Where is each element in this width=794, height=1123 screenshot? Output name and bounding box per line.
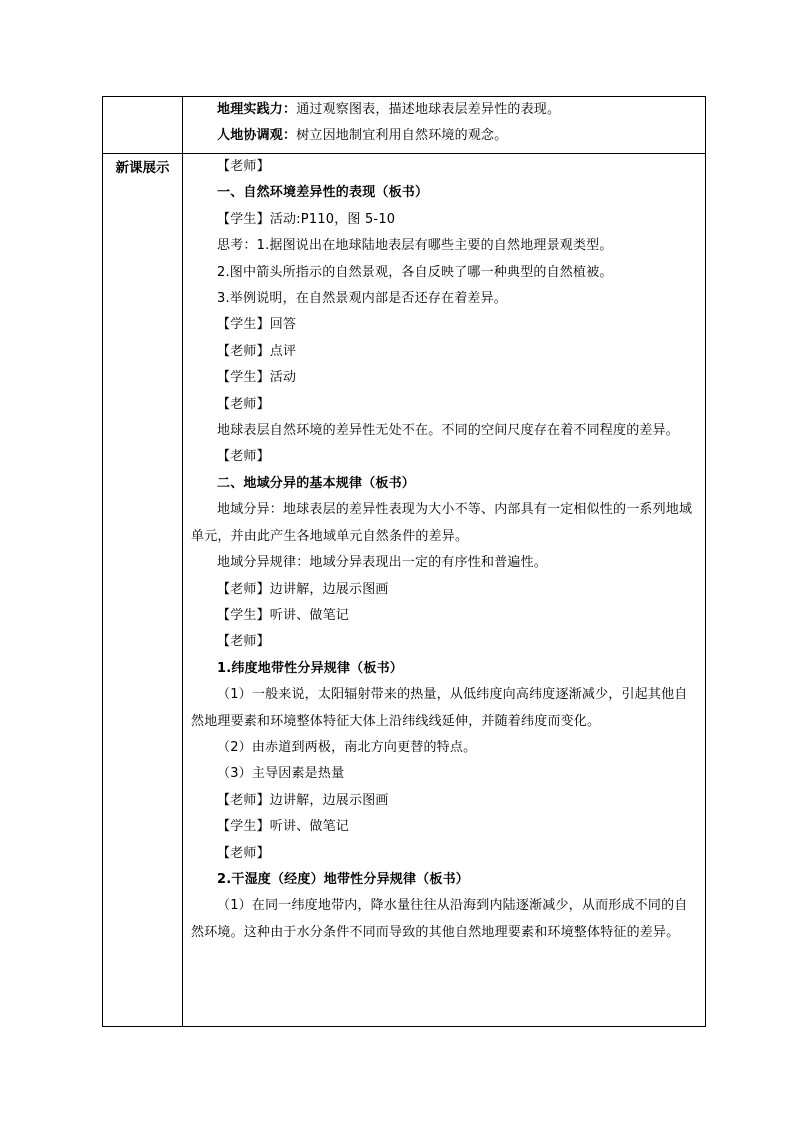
teacher-tag-2: 【老师】 — [217, 396, 270, 412]
student-notes: 【学生】听讲、做笔记 — [217, 607, 350, 623]
latitude-point-2: （2）由赤道到两极，南北方向更替的特点。 — [217, 739, 477, 755]
row-label-cell — [103, 154, 183, 1027]
subheading-latitude: 1.纬度地带性分异规律（板书） — [217, 660, 403, 676]
table-row-objectives — [103, 97, 706, 154]
row-label-text — [103, 97, 182, 98]
section-heading-2: 二、地域分异的基本规律（板书） — [217, 475, 416, 491]
section-heading-1: 一、自然环境差异性的表现（板书） — [217, 185, 429, 201]
teacher-tag-5: 【老师】 — [217, 845, 270, 861]
paragraph-difference: 地球表层自然环境的差异性无处不在。不同的空间尺度存在着不同程度的差异。 — [217, 423, 680, 439]
student-activity-2: 【学生】活动 — [217, 370, 297, 386]
think-question-3: 3.举例说明，在自然景观内部是否还存在着差异。 — [217, 291, 508, 307]
teacher-comment: 【老师】点评 — [217, 343, 297, 359]
teacher-tag: 【老师】 — [217, 159, 270, 174]
objective-harmony-term: 人地协调观： — [217, 128, 297, 144]
teacher-explain-2: 【老师】边讲解，边展示图画 — [217, 792, 389, 808]
teacher-tag-3: 【老师】 — [217, 449, 270, 465]
row-label-empty — [103, 97, 183, 154]
row-label-new-lesson: 新课展示 — [115, 160, 170, 176]
objective-practice-term: 地理实践力： — [217, 102, 297, 117]
objective-harmony — [191, 123, 699, 149]
subheading-longitude: 2.干湿度（经度）地带性分异规律（板书） — [217, 871, 469, 887]
objectives-content — [183, 97, 706, 154]
latitude-point-3: （3）主导因素是热量 — [217, 766, 345, 782]
lesson-content — [183, 154, 706, 1027]
paragraph-longitude-1: （1）在同一纬度地带内，降水量往往从沿海到内陆逐渐减少，从而形成不同的自然环境。这种由于水分条件不同而导致的其他自然地理要素和环境整体特征的差异。 — [191, 898, 688, 940]
student-answer: 【学生】回答 — [217, 317, 297, 333]
paragraph-latitude-1: （1）一般来说，太阳辐射带来的热量，从低纬度向高纬度逐渐减少，引起其他自然地理要素和环境整体特征大体上沿纬线线延伸，并随着纬度而变化。 — [191, 687, 688, 729]
teacher-tag-4: 【老师】 — [217, 634, 270, 650]
differentiation-rule: 地域分异规律：地域分异表现出一定的有序性和普遍性。 — [217, 555, 548, 571]
paragraph-differentiation: 地域分异：地球表层的差异性表现为大小不等、内部具有一定相似性的一系列地域单元，并由此产生各地域单元自然条件的差异。 — [191, 502, 693, 544]
think-question-2: 2.图中箭头所指示的自然景观，各自反映了哪一种典型的自然植被。 — [217, 264, 613, 280]
objective-practice — [191, 97, 699, 123]
lesson-plan-table — [102, 96, 706, 1027]
table-row-new-lesson — [103, 154, 706, 1027]
objective-practice-text: 通过观察图表，描述地球表层差异性的表现。 — [296, 102, 561, 117]
student-notes-2: 【学生】听讲、做笔记 — [217, 819, 350, 835]
think-question-1: 思考：1.据图说出在地球陆地表层有哪些主要的自然地理景观类型。 — [217, 238, 613, 254]
objective-harmony-text: 树立因地制宜利用自然环境的观念。 — [296, 128, 508, 144]
student-activity: 【学生】活动:P110，图 5-10 — [217, 211, 396, 227]
teacher-explain: 【老师】边讲解，边展示图画 — [217, 581, 389, 597]
